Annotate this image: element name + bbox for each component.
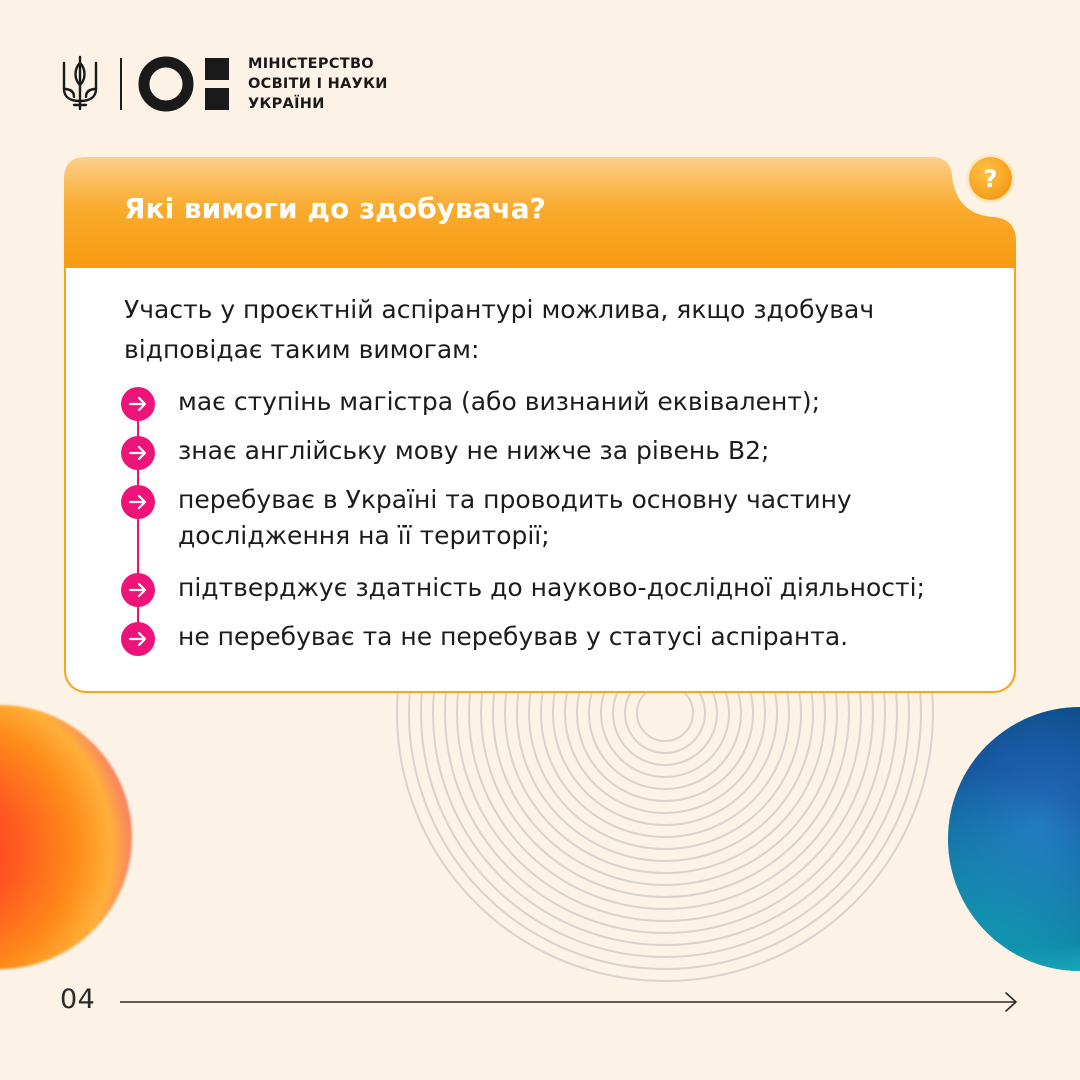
arc-ring: [481, 693, 849, 897]
requirement-line: підтверджує здатність до науково-дослідної діяльності;: [178, 573, 925, 602]
ministry-name-line-2: ОСВІТИ І НАУКИ: [248, 76, 388, 92]
requirement-line: знає англійську мову не нижче за рівень B2;: [178, 436, 770, 465]
requirement-line: не перебуває та не перебував у статусі аспіранта.: [178, 622, 849, 651]
arc-ring: [409, 693, 921, 969]
requirement-item: [178, 433, 978, 469]
requirement-line: має ступінь магістра (або визнаний еквівалент);: [178, 387, 821, 416]
ministry-name: [248, 54, 388, 114]
gradient-orb-left: [0, 705, 132, 969]
requirement-item: [178, 619, 978, 655]
intro-line-2: відповідає таким вимогам:: [124, 335, 480, 364]
arc-ring: [433, 693, 897, 945]
header-divider: [120, 58, 122, 110]
arrow-right-icon: [121, 622, 155, 656]
arc-ring: [553, 693, 777, 825]
card-title: Які вимоги до здобувача?: [124, 192, 546, 225]
requirement-item: [178, 384, 978, 420]
ministry-name-line-3: УКРАЇНИ: [248, 96, 325, 112]
trident-icon: [60, 55, 100, 111]
arrow-right-icon: [121, 485, 155, 519]
concentric-arcs-decoration: [395, 693, 935, 983]
intro-line-1: Участь у проєктній аспірантурі можлива, якщо здобувач: [124, 295, 875, 324]
arc-ring: [457, 693, 873, 921]
requirements-card: [64, 157, 1016, 693]
requirement-line: дослідження на її території;: [178, 521, 550, 550]
requirement-item: [178, 482, 978, 554]
vertical-lines-decoration: [200, 820, 400, 1080]
gradient-orb-right-overlay: [948, 707, 1080, 971]
intro-text: [124, 290, 984, 370]
page-number: 04: [60, 984, 96, 1015]
arrow-right-icon: [121, 387, 155, 421]
long-arrow-right-icon: [120, 990, 1022, 1014]
requirement-line: перебуває в Україні та проводить основну частину: [178, 485, 852, 514]
question-icon: ?: [969, 157, 1012, 200]
arrow-right-icon: [121, 573, 155, 607]
arc-ring: [577, 693, 753, 801]
ministry-name-line-1: МІНІСТЕРСТВО: [248, 56, 374, 72]
arrow-right-icon: [121, 436, 155, 470]
arc-ring: [637, 693, 693, 741]
arc-ring: [625, 693, 705, 753]
mon-logo-icon: [138, 56, 234, 112]
requirement-item: [178, 570, 978, 606]
